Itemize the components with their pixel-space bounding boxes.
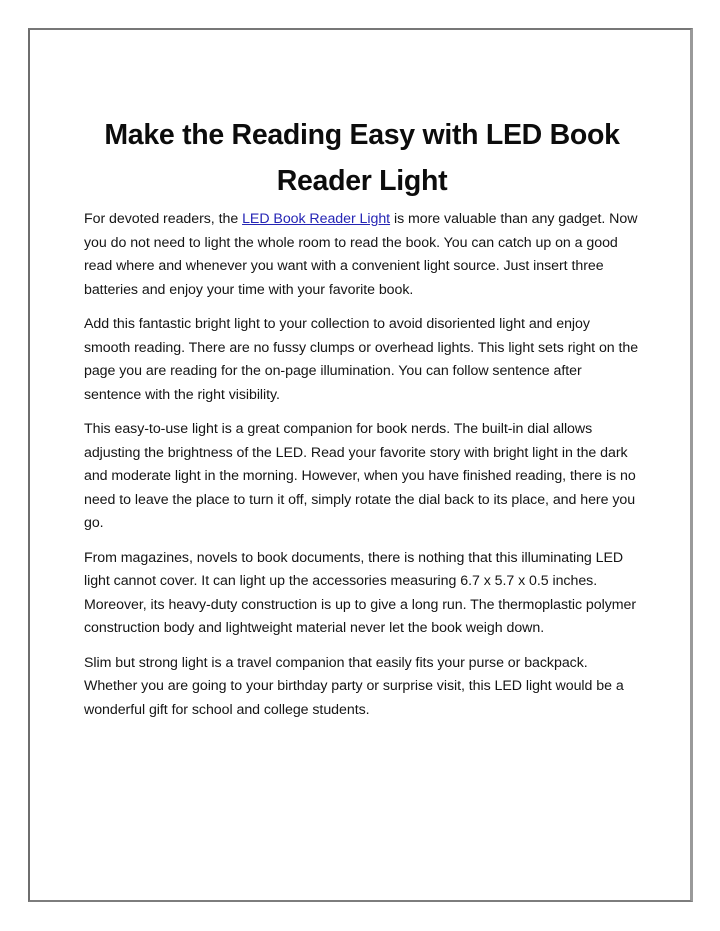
paragraph-intro-text-after: is more valuable than any gadget. Now you do not need to light the whole room to read the book. You can catch up on a good read where and whenever you want with a convenient light source. Just insert three batteries and enjoy your time with your favorite book. bbox=[84, 211, 638, 298]
paragraph-construction: From magazines, novels to book documents, there is nothing that this illuminating LED light cannot cover. It can light up the accessories measuring 6.7 x 5.7 x 0.5 inches. Moreover, its heavy-duty construction is up to give a long run. The thermoplastic polymer construction body and lightweight material never let the book weigh down. bbox=[84, 549, 637, 636]
document-title: Make the Reading Easy with LED Book Reader Light bbox=[104, 119, 620, 197]
paragraph-intro bbox=[84, 208, 640, 302]
led-book-reader-light-link[interactable]: LED Book Reader Light bbox=[242, 211, 391, 227]
paragraph-dial: This easy-to-use light is a great companion for book nerds. The built-in dial allows adjusting the brightness of the LED. Read your favorite story with bright light in the dark and moderate light in the morning. However, when you have finished reading, there is no need to leave the place to turn it off, simply rotate the dial back to its place, and here you go. bbox=[84, 421, 636, 531]
paragraph-collection: Add this fantastic bright light to your collection to avoid disoriented light and enjoy smooth reading. There are no fussy clumps or overhead lights. This light sets right on the page you are reading for the on-page illumination. You can follow sentence after sentence with the right visibility. bbox=[84, 316, 639, 403]
paragraph-travel: Slim but strong light is a travel companion that easily fits your purse or backpack. Whether you are going to your birthday party or surprise visit, this LED light would be a wonderful gift for school and college students. bbox=[84, 654, 624, 718]
paragraph-intro-text-before: For devoted readers, the bbox=[84, 211, 243, 227]
document-body bbox=[84, 112, 640, 733]
